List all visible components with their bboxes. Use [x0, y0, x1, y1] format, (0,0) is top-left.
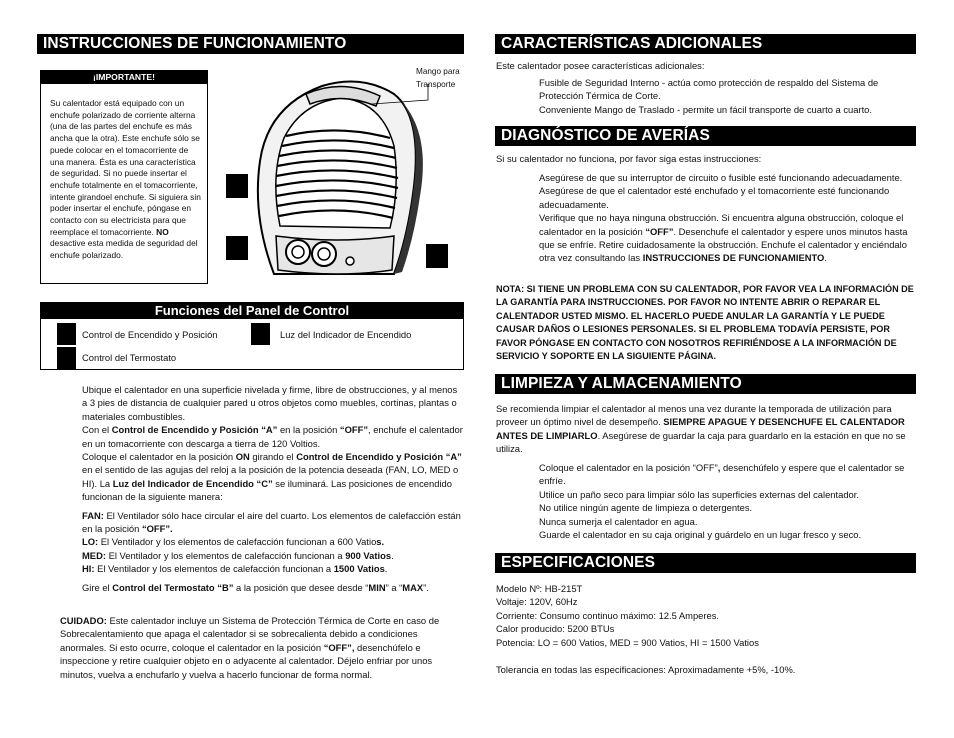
setting-hi: HI: El Ventilador y los elementos de calefacción funcionan a 1500 Vatios. — [82, 563, 388, 575]
troubleshoot-breaker: Asegúrese de que su interruptor de circuito o fusible esté funcionando adecuadamente. — [539, 172, 903, 183]
troubleshooting-intro: Si su calentador no funciona, por favor siga estas instrucciones: — [496, 153, 762, 164]
section-header-operating-instructions: INSTRUCCIONES DE FUNCIONAMIENTO — [37, 34, 464, 54]
paragraph-turn-on: Coloque el calentador en la posición ON girando el Control de Encendido y Posición “A” en el sentido de las agujas del reloj a la posición de la potencia deseada (FAN, LO, MED o HI). La Luz del Indicador de Encendido “C” se iluminará. Las posiciones de encendido funcionan de la siguiente manera: — [82, 451, 462, 503]
setting-med: MED: El Ventilador y los elementos de calefacción funcionan a 900 Vatios. — [82, 549, 394, 561]
paragraph-thermostat: Gire el Control del Termostato “B” a la posición que desee desde “MIN” a “MAX”. — [82, 581, 429, 593]
troubleshoot-outlet: Asegúrese de que el calentador esté enchufado y el tomacorriente esté funcionando adecuadamente. — [539, 185, 890, 210]
heater-illustration — [222, 66, 462, 292]
section-header-additional-features: CARACTERÍSTICAS ADICIONALES — [495, 34, 916, 54]
spec-power: Potencia: LO = 600 Vatios, MED = 900 Vatios, HI = 1500 Vatios — [496, 636, 759, 648]
cleaning-step-off: Coloque el calentador en la posición “OFF”, desenchúfelo y espere que el calentador se enfríe. — [539, 462, 905, 487]
callout-c-square — [251, 323, 270, 345]
features-list — [539, 76, 917, 116]
paragraph-placement: Ubique el calentador en una superficie nivelada y firme, libre de obstrucciones, y al menos a 3 pies de distancia de cualquier pared u otros objetos como muebles, cortinas, plantas o materiales combustibles. — [82, 384, 458, 422]
cleaning-intro: Se recomienda limpiar el calentador al menos una vez durante la temporada de utilización para proveer un óptimo nivel de desempeño. SIEMPRE APAGUE Y DESENCHUFE EL CALENTADOR ANTES DE LIMPIARLO. Asegúrese de guardar la caja para guardarlo en la estación en que no se utiliza. — [496, 403, 906, 455]
control-panel-box — [40, 302, 464, 370]
cleaning-step-no-detergent: No utilice ningún agente de limpieza o detergentes. — [539, 502, 753, 514]
callout-b-square — [57, 347, 76, 369]
panel-item-thermostat: Control del Termostato — [82, 352, 177, 363]
section-header-troubleshooting: DIAGNÓSTICO DE AVERÍAS — [495, 126, 916, 146]
cleaning-step-cloth: Utilice un paño seco para limpiar sólo las superficies externas del calentador. — [539, 488, 859, 500]
spec-heat-output: Calor producido: 5200 BTUs — [496, 623, 615, 635]
cleaning-list — [539, 461, 919, 541]
panel-item-indicator-light: Luz del Indicador de Encendido — [280, 329, 412, 340]
cleaning-step-no-water: Nunca sumerja el calentador en agua. — [539, 515, 698, 527]
spec-model: Modelo Nº: HB-215T — [496, 583, 583, 594]
spec-current: Corriente: Consumo continuo máximo: 12.5 Amperes. — [496, 609, 720, 621]
cleaning-step-storage: Guarde el calentador en su caja original y guárdelo en un lugar fresco y seco. — [539, 529, 862, 541]
callout-a-square — [57, 323, 76, 345]
feature-fuse: Fusible de Seguridad Interno - actúa como protección de respaldo del Sistema de Protección Térmica de Corte. — [539, 77, 879, 102]
spec-voltage: Voltaje: 120V, 60Hz — [496, 596, 578, 608]
control-panel-title: Funciones del Panel de Control — [41, 303, 463, 319]
caution-paragraph: CUIDADO: Este calentador incluye un Sistema de Protección Térmica de Corte en caso de Sobrecalentamiento que apaga el calentador si se sobrecalienta debido a condiciones anormales. Si esto ocurre, coloque el calentador en la posición “OFF”, desenchúfelo e inspeccione y retire cualquier objeto en o adyacente al calentador. Déjelo enfriar por unos minutos, vuelva a enchufarlo y vuelva a hacerlo funcionar de forma normal. — [60, 615, 440, 680]
specifications-list — [496, 582, 916, 649]
carry-handle-label: Mango para Transporte — [416, 67, 460, 89]
panel-item-power-control: Control de Encendido y Posición — [82, 329, 218, 340]
section-header-specifications: ESPECIFICACIONES — [495, 553, 916, 573]
setting-fan: FAN: El Ventilador sólo hace circular el aire del cuarto. Los elementos de calefacción están en la posición “OFF”. — [82, 509, 461, 535]
troubleshooting-list — [539, 171, 917, 265]
operating-instructions-body — [82, 383, 464, 594]
important-label: ¡IMPORTANTE! — [41, 71, 207, 84]
important-box — [40, 70, 208, 284]
feature-handle: Conveniente Mango de Traslado - permite un fácil transporte de cuarto a cuarto. — [539, 103, 872, 115]
features-intro: Este calentador posee características adicionales: — [496, 60, 705, 71]
setting-lo: LO: El Ventilador y los elementos de calefacción funcionan a 600 Vatios. — [82, 536, 385, 548]
troubleshoot-obstruction: Verifique que no haya ninguna obstrucción. Si encuentra alguna obstrucción, coloque el calentador en la posición “OFF”. Desenchufe el calentador y espere unos minutos hasta que se enfríe. Retire cuidadosamente la obstrucción. Enchufe el calentador y enciéndalo otra vez consultando las INSTRUCCIONES DE FUNCIONAMIENTO. — [539, 212, 908, 264]
section-header-cleaning: LIMPIEZA Y ALMACENAMIENTO — [495, 374, 916, 394]
important-text: Su calentador está equipado con un enchufe polarizado de corriente alterna (una de las partes del enchufe es más ancha que la otra). Este enchufe sólo se puede colocar en el tomacorriente de una manera. Ésta es una característica de seguridad. Si no puede insertar el enchufe totalmente en el tomacorriente, intente girandoel enchufe. Si siguiera sin poder insertar el enchufe, póngase en contacto con su electricista para que reemplace el tomacorriente. NO desactive esta medida de seguridad del enchufe polarizado. — [50, 98, 201, 261]
paragraph-plug-in: Con el Control de Encendido y Posición “A” en la posición “OFF”, enchufe el calentador en un tomacorriente con descarga a tierra de 120 Voltios. — [82, 424, 463, 449]
spec-tolerance: Tolerancia en todas las especificaciones: Aproximadamente +5%, -10%. — [496, 664, 796, 675]
warranty-note: NOTA: SI TIENE UN PROBLEMA CON SU CALENTADOR, POR FAVOR VEA LA INFORMACIÓN DE LA GARANTÍA PARA INSTRUCCIONES. POR FAVOR NO INTENTE ABRIR O REPARAR EL CALENTADOR USTED MISMO. EL HACERLO PUEDE ANULAR LA GARANTÍA Y LE PUEDE CAUSAR DAÑOS O LESIONES PERSONALES. SI EL PROBLEMA TODAVÍA PERSISTE, POR FAVOR PÓNGASE EN CONTACTO CON NOSOTROS REFIRIÉNDOSE A LA INFORMACIÓN DE SERVICIO Y SOPORTE EN LA SIGUIENTE PÁGINA. — [496, 284, 914, 362]
